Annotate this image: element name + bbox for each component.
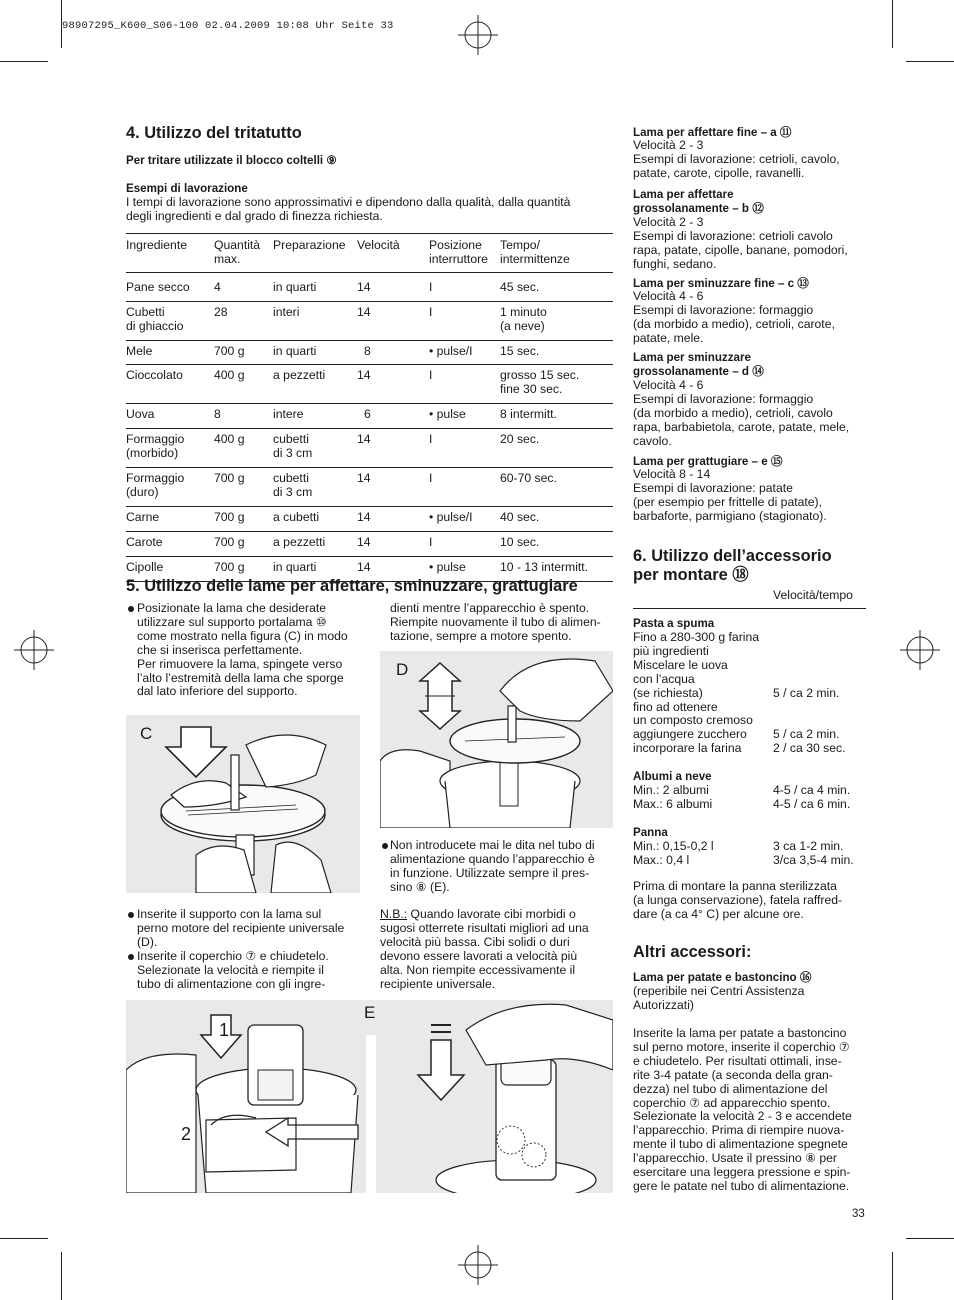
- divider: [633, 608, 866, 609]
- table-row: [126, 404, 613, 429]
- figure-e-label: E: [364, 1003, 376, 1022]
- crop-mark: [61, 1252, 62, 1300]
- table-header-cell: Velocità: [357, 238, 400, 252]
- table-cell: 60-70 sec.: [500, 470, 557, 485]
- table-cell: 400 g: [214, 432, 245, 447]
- blade-e-text: Velocità 8 - 14 Esempi di lavorazione: patate (per esempio per frittelle di patate), barbaforte, parmigiano (stagionato).: [633, 467, 827, 523]
- table-cell: • pulse/I: [429, 343, 473, 358]
- table-cell: 14: [357, 509, 371, 524]
- table-cell: 14: [357, 432, 371, 447]
- table-cell: 700 g: [214, 509, 245, 524]
- table-header-cell: Tempo/ intermittenze: [500, 238, 570, 266]
- table-cell: Cubetti di ghiaccio: [126, 304, 184, 333]
- table-cell: 700 g: [214, 470, 245, 485]
- table-cell: 4: [214, 279, 221, 294]
- table-cell: Cipolle: [126, 559, 164, 574]
- blade-d-text: Velocità 4 - 6 Esempi di lavorazione: formaggio (da morbido a medio), cetrioli, cavolo rapa, barbabietola, carote, patate, mele, cavolo.: [633, 378, 850, 448]
- blade-d-title: Lama per sminuzzare grossolanamente – d ⑭: [633, 351, 764, 378]
- blade-b-title: Lama per affettare grossolanamente – b ⑫: [633, 188, 764, 215]
- table-cell: cubetti di 3 cm: [273, 470, 313, 499]
- section-5-title: 5. Utilizzo delle lame per affettare, sminuzzare, grattugiare: [126, 577, 578, 595]
- table-cell: Uova: [126, 407, 155, 422]
- crop-mark: [61, 0, 62, 48]
- table-cell: 400 g: [214, 368, 245, 383]
- bullet-icon: [128, 606, 134, 612]
- table-cell: 20 sec.: [500, 432, 540, 447]
- figure-d-illustration: [380, 651, 613, 828]
- table-cell: 1 minuto (a neve): [500, 304, 547, 333]
- blade-a-title: Lama per affettare fine – a ⑪: [633, 126, 792, 139]
- panna-values: 3 ca 1-2 min. 3/ca 3,5-4 min.: [773, 839, 854, 867]
- table-header-cell: Quantità max.: [214, 238, 261, 266]
- pasta-value-2: 5 / ca 2 min.: [773, 727, 840, 741]
- table-cell: I: [429, 534, 433, 549]
- altri-title: Altri accessori:: [633, 943, 752, 961]
- table-header-row: [126, 234, 613, 273]
- table-cell: 14: [357, 559, 371, 574]
- speed-time-header: Velocità/tempo: [773, 588, 853, 602]
- section-4-title: 4. Utilizzo del tritatutto: [126, 124, 302, 142]
- table-cell: 700 g: [214, 559, 245, 574]
- albumi-values: 4-5 / ca 4 min. 4-5 / ca 6 min.: [773, 783, 851, 811]
- warning-fingers: Non introducete mai le dita nel tubo di alimentazione quando l’apparecchio è in funzione. Utilizzate sempre il pres- sino ⑧ (E).: [390, 838, 595, 894]
- pasta-value-3: 2 / ca 30 sec.: [773, 741, 846, 755]
- figure-e-illustration: [126, 1000, 613, 1193]
- table-cell: 700 g: [214, 534, 245, 549]
- table-cell: 28: [214, 304, 228, 319]
- table-cell: a cubetti: [273, 509, 320, 524]
- potato-blade-instructions: Inserite la lama per patate a bastoncino sul perno motore, inserite il coperchio ⑦ e chiudetelo. Per risultati ottimali, inse- rite 3-4 patate (a seconda della gran- dezza) nel tubo di alimentazione del coperchio ⑦ ad apparecchio spento. Selezionate la velocità 2 - 3 e accendete l’apparecchio. Prima di riempire nuova- mente il tubo di alimentazione spegnete l’apparecchio. Usate il pressino ⑧ per esercitare una leggera pressione e spin- gere le patate nel tubo di alimentazione.: [633, 1026, 852, 1193]
- panna-label: Panna: [633, 826, 668, 839]
- table-cell: 40 sec.: [500, 509, 540, 524]
- panna-note: Prima di montare la panna sterilizzata (a lunga conservazione), fatela raffred- dare (a ca 4° C) per alcune ore.: [633, 879, 843, 921]
- table-cell: 8: [214, 407, 221, 422]
- table-cell: 8 intermitt.: [500, 407, 557, 422]
- crop-mark: [0, 61, 48, 62]
- table-cell: 10 - 13 intermitt.: [500, 559, 589, 574]
- figure-c-blade-on-carrier: [126, 715, 360, 893]
- registration-mark-icon: [458, 1245, 498, 1285]
- table-row: [126, 467, 613, 506]
- table-cell: 14: [357, 279, 371, 294]
- table-cell: 14: [357, 368, 371, 383]
- blade-b-text: Velocità 2 - 3 Esempi di lavorazione: cetrioli cavolo rapa, patate, cipolle, banane, pomodori, funghi, sedano.: [633, 215, 848, 271]
- blade-c-title: Lama per sminuzzare fine – c ⑬: [633, 277, 809, 290]
- panna-steps: Min.: 0,15-0,2 l Max.: 0,4 l: [633, 839, 714, 867]
- table-cell: Cioccolato: [126, 368, 183, 383]
- figure-c-illustration: [126, 715, 360, 893]
- table-cell: 45 sec.: [500, 279, 540, 294]
- potato-blade-availability: (reperibile nei Centri Assistenza Autorizzati): [633, 984, 805, 1012]
- pasta-steps: Fino a 280-300 g farina più ingredienti Miscelare le uova con l’acqua (se richiesta) fino ad ottenere un composto cremoso aggiungere zucchero incorporare la farina: [633, 630, 760, 756]
- table-cell: I: [429, 432, 433, 447]
- instruction-insert-lid: Inserite il coperchio ⑦ e chiudetelo. Selezionate la velocità e riempite il tubo di alimentazione con gli ingre-: [137, 949, 329, 991]
- registration-mark-icon: [458, 15, 498, 55]
- table-row: [126, 429, 613, 468]
- note-text: Quando lavorate cibi morbidi o sugosi otterrete risultati migliori ad una velocità più bassa. Cibi solidi o duri devono essere lavorati a velocità più alta. Non riempite eccessivamente il recipiente universale.: [380, 907, 589, 991]
- table-cell: 6: [364, 407, 371, 422]
- table-cell: 10 sec.: [500, 534, 540, 549]
- table-cell: Mele: [126, 343, 153, 358]
- note-label: N.B.:: [380, 907, 408, 921]
- table-header-cell: Posizione interruttore: [429, 238, 488, 266]
- table-row: [126, 365, 613, 404]
- table-cell: intere: [273, 407, 304, 422]
- instruction-mount-blade: Posizionate la lama che desiderate utilizzare sul supporto portalama ⑩ come mostrato nella figura (C) in modo che si inserisca perfettamente. Per rimuovere la lama, spingete verso l’alto l’estremità della lama che sporge dal lato inferiore del supporto.: [137, 601, 348, 699]
- blade-c-text: Velocità 4 - 6 Esempi di lavorazione: formaggio (da morbido a medio), cetrioli, carote, patate, mele.: [633, 289, 835, 345]
- table-cell: I: [429, 304, 433, 319]
- table-cell: 14: [357, 534, 371, 549]
- crop-mark: [0, 1238, 48, 1239]
- registration-mark-icon: [900, 630, 940, 670]
- table-cell: • pulse: [429, 407, 466, 422]
- table-cell: in quarti: [273, 279, 317, 294]
- table-cell: I: [429, 470, 433, 485]
- table-cell: grosso 15 sec. fine 30 sec.: [500, 368, 580, 397]
- print-header: 98907295_K600_S06-100 02.04.2009 10:08 Uhr Seite 33: [62, 20, 394, 32]
- figure-d-insert-carrier: [380, 651, 613, 828]
- section-6-title: 6. Utilizzo dell’accessorio per montare ⑱: [633, 547, 832, 584]
- table-cell: Carne: [126, 509, 160, 524]
- table-cell: a pezzetti: [273, 534, 326, 549]
- section-4-intro: I tempi di lavorazione sono approssimativi e dipendono dalla qualità, dalla quantità degli ingredienti e dal grado di finezza richiesta.: [126, 195, 571, 223]
- figure-e-pusher: [126, 1000, 613, 1193]
- processing-table: [126, 233, 613, 582]
- blade-a-text: Velocità 2 - 3 Esempi di lavorazione: cetrioli, cavolo, patate, carote, cipolle, ravanelli.: [633, 138, 840, 180]
- note-soft-food: [380, 908, 615, 991]
- bullet-icon: [128, 954, 134, 960]
- potato-blade-title: Lama per patate e bastoncino ⑯: [633, 971, 812, 984]
- table-cell: a pezzetti: [273, 368, 326, 383]
- table-row: [126, 506, 613, 531]
- table-row: [126, 272, 613, 301]
- blade-e-title: Lama per grattugiare – e ⑮: [633, 455, 783, 468]
- table-cell: Carote: [126, 534, 163, 549]
- bullet-icon: [128, 912, 134, 918]
- table-row: [126, 340, 613, 365]
- table-row: [126, 531, 613, 556]
- table-cell: I: [429, 279, 433, 294]
- table-cell: cubetti di 3 cm: [273, 432, 313, 461]
- step-1-label: 1: [219, 1020, 230, 1040]
- table-cell: 14: [357, 470, 371, 485]
- figure-c-label: C: [140, 724, 153, 743]
- crop-mark: [892, 0, 893, 48]
- crop-mark: [906, 61, 954, 62]
- albumi-steps: Min.: 2 albumi Max.: 6 albumi: [633, 783, 713, 811]
- table-header-cell: Preparazione: [273, 238, 346, 252]
- crop-mark: [892, 1252, 893, 1300]
- instruction-insert-carrier: Inserite il supporto con la lama sul perno motore del recipiente universale (D).: [137, 907, 345, 949]
- table-cell: Formaggio (morbido): [126, 432, 185, 461]
- albumi-label: Albumi a neve: [633, 770, 712, 783]
- crop-mark: [906, 1238, 954, 1239]
- page-number: 33: [852, 1208, 865, 1220]
- registration-mark-icon: [14, 630, 54, 670]
- table-cell: I: [429, 368, 433, 383]
- instruction-mount-blade-continued: dienti mentre l’apparecchio è spento. Riempite nuovamente il tubo di alimen- tazione, sempre a motore spento.: [390, 601, 601, 643]
- table-cell: • pulse/I: [429, 509, 473, 524]
- examples-label: Esempi di lavorazione: [126, 182, 248, 195]
- table-cell: • pulse: [429, 559, 466, 574]
- pasta-value-1: 5 / ca 2 min.: [773, 686, 840, 700]
- table-cell: interi: [273, 304, 300, 319]
- table-cell: in quarti: [273, 559, 317, 574]
- figure-d-label: D: [396, 660, 409, 679]
- table-cell: Formaggio (duro): [126, 470, 185, 499]
- table-cell: 8: [364, 343, 371, 358]
- pasta-label: Pasta a spuma: [633, 617, 715, 630]
- table-cell: 14: [357, 304, 371, 319]
- table-cell: in quarti: [273, 343, 317, 358]
- step-2-label: 2: [181, 1124, 192, 1144]
- table-cell: 700 g: [214, 343, 245, 358]
- table-row: [126, 301, 613, 340]
- section-4-subtitle: Per tritare utilizzate il blocco coltelli ⑨: [126, 154, 337, 167]
- table-cell: Pane secco: [126, 279, 190, 294]
- table-header-cell: Ingrediente: [126, 238, 187, 252]
- bullet-icon: [382, 843, 388, 849]
- table-cell: 15 sec.: [500, 343, 540, 358]
